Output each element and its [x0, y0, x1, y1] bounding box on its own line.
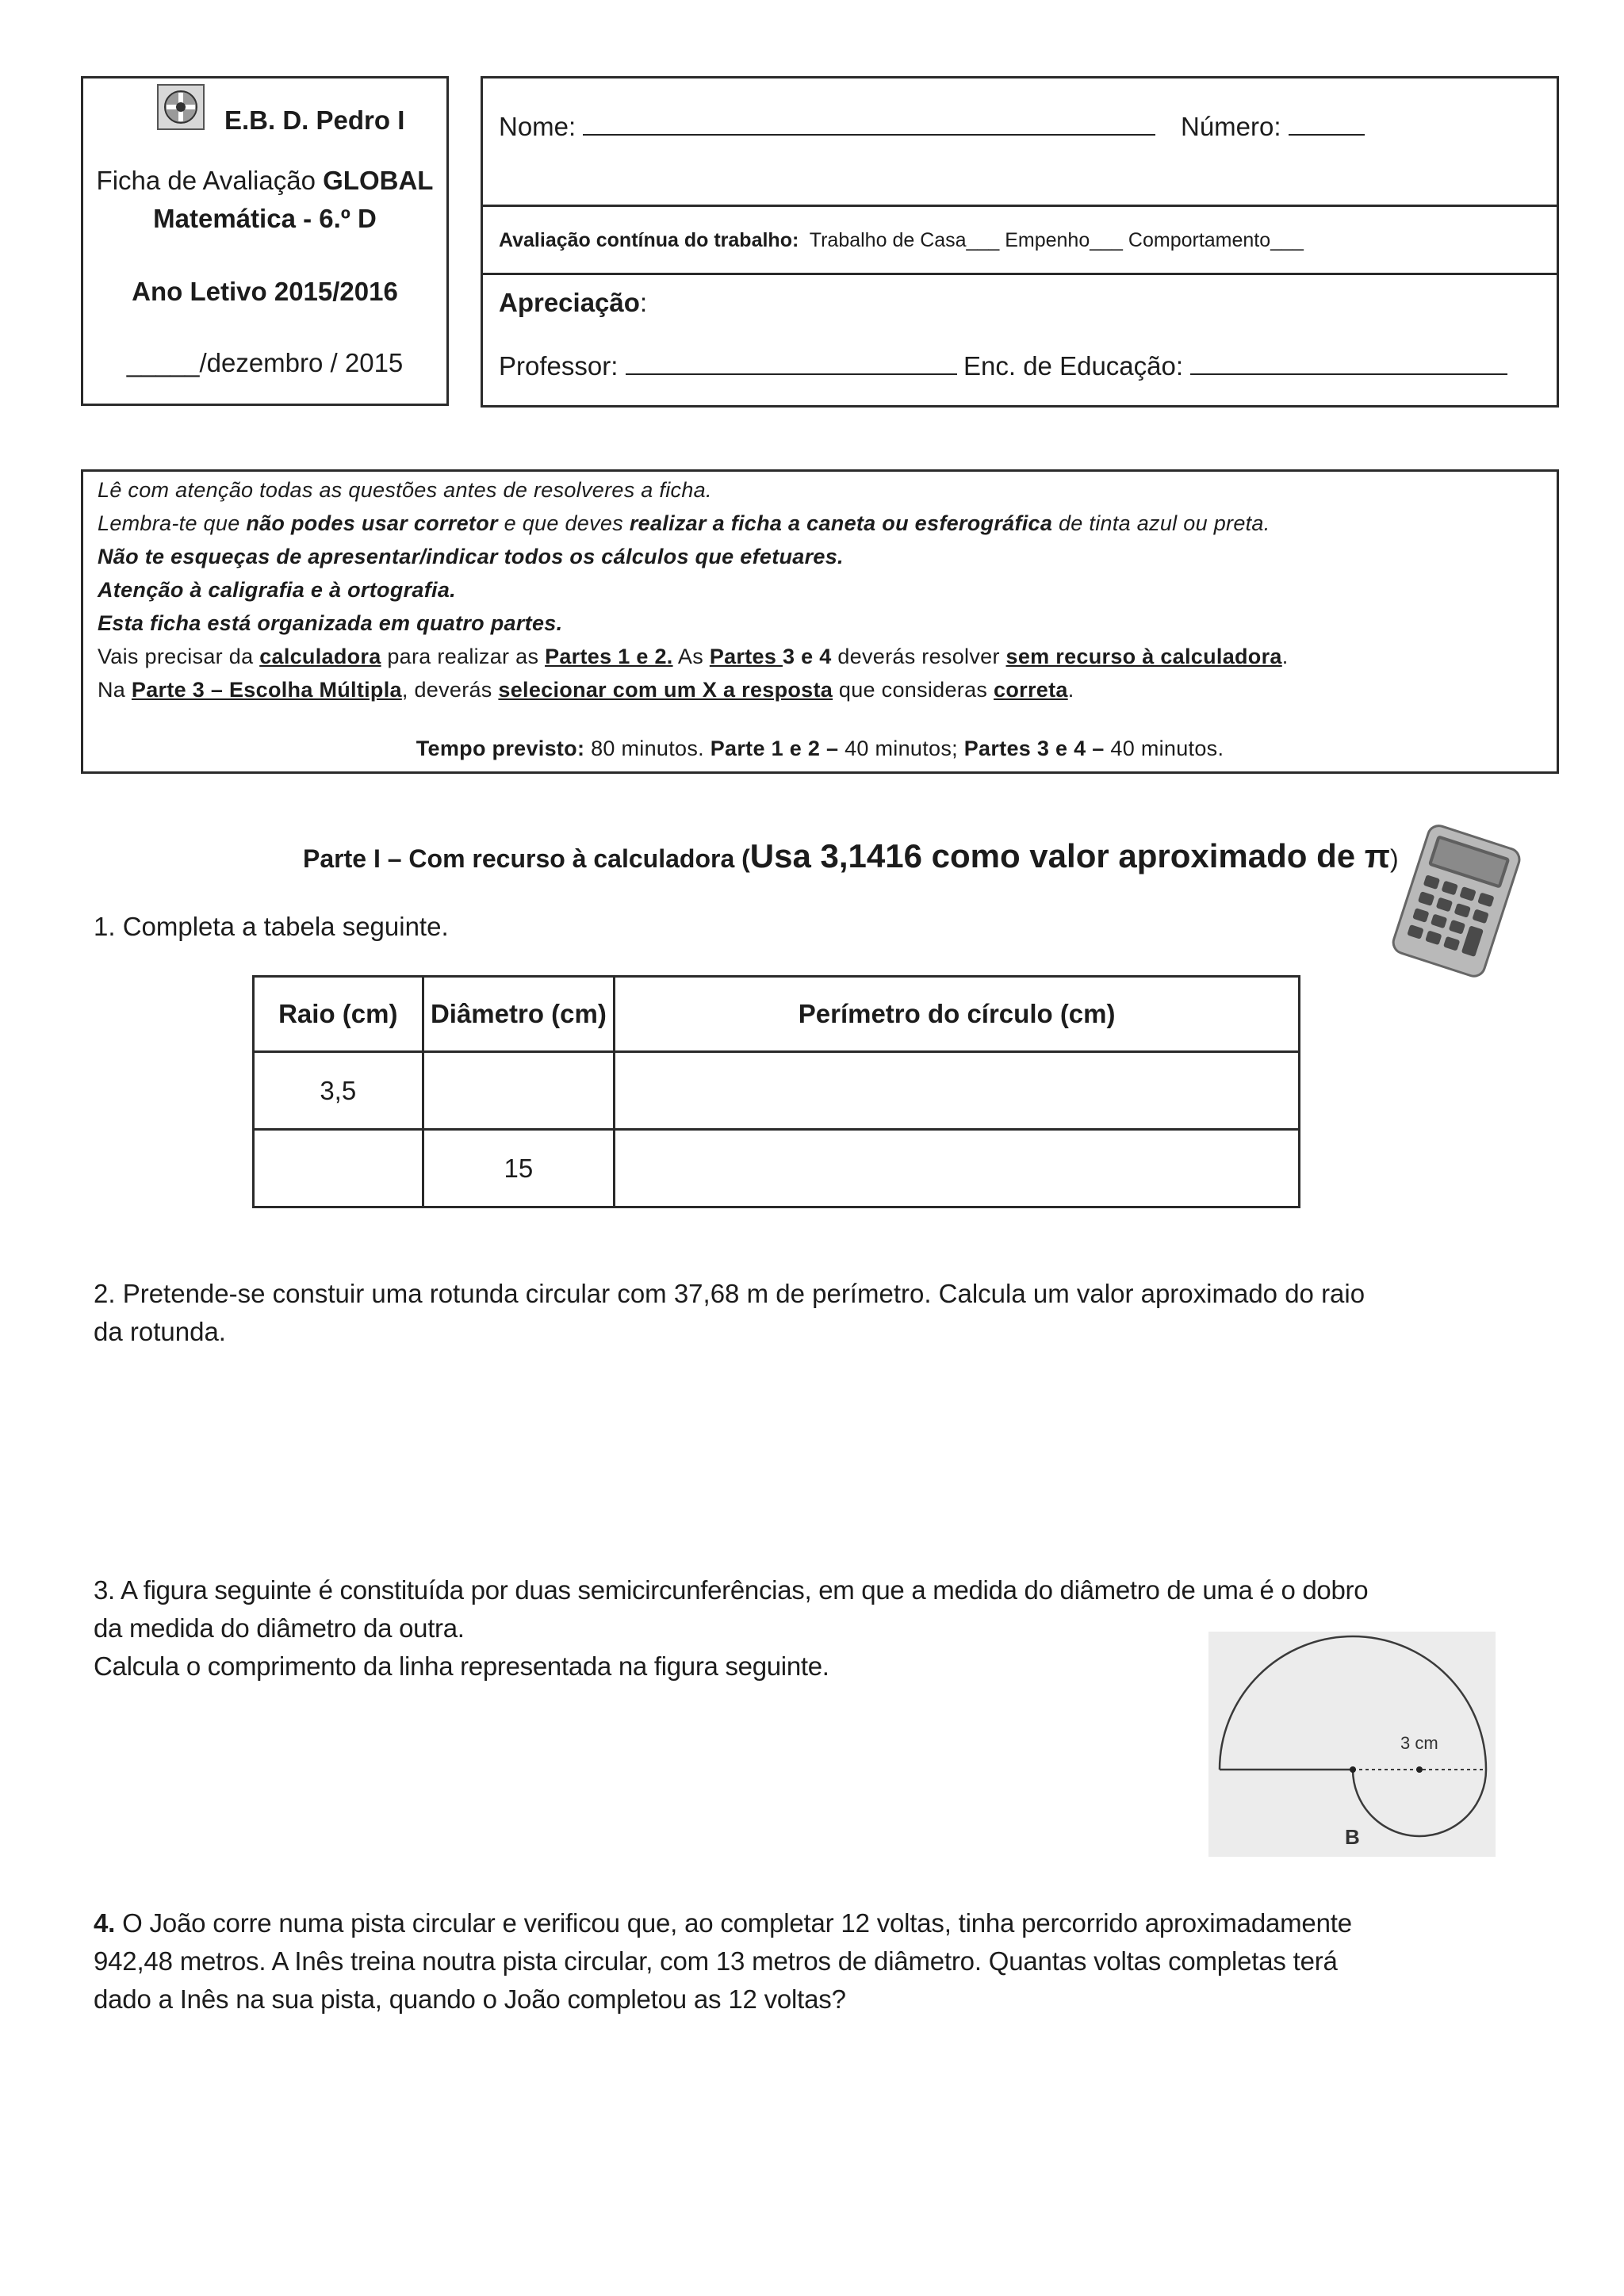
name-field[interactable]: Nome: — [499, 110, 1155, 142]
subject-line: Matemática - 6.º D — [153, 204, 377, 233]
semicircle-figure-drawing — [1208, 1632, 1496, 1857]
instruction-line: Atenção à caligrafia e à ortografia. — [98, 578, 456, 602]
table-header-row — [254, 977, 1300, 1052]
part1-title: Parte I – Com recurso à calculadora (Usa 3,1416 como valor aproximado de π) — [303, 837, 1399, 874]
instruction-line: Lembra-te que não podes usar corretor e que deves realizar a ficha a caneta ou esferográfica de tinta azul ou preta. — [98, 511, 1270, 535]
number-field[interactable]: Número: — [1181, 110, 1365, 142]
question-3-text: 3. A figura seguinte é constituída por duas semicircunferências, em que a medida do diâmetro de uma é o dobro da medida do diâmetro da outra. Calcula o comprimento da linha representada na figura seguinte. — [94, 1575, 1369, 1681]
assessment-line: Avaliação contínua do trabalho: Trabalho de Casa___ Empenho___ Comportamento___ — [499, 229, 1304, 251]
radius-cell[interactable] — [254, 1130, 423, 1207]
perimeter-cell[interactable] — [615, 1052, 1300, 1130]
appreciation-label: Apreciação: — [499, 288, 648, 317]
appreciation-row — [483, 275, 1557, 405]
question-2-text: 2. Pretende-se constuir uma rotunda circular com 37,68 m de perímetro. Calcula um valor aproximado do raio da rotunda. — [94, 1279, 1365, 1346]
date-line: _____/dezembro / 2015 — [126, 348, 404, 377]
instruction-line: Esta ficha está organizada em quatro partes. — [98, 611, 563, 635]
instruction-line: Na Parte 3 – Escolha Múltipla, deverás selecionar com um X a resposta que consideras correta. — [98, 678, 1074, 702]
instruction-line: Vais precisar da calculadora para realizar as Partes 1 e 2. As Partes 3 e 4 deverás resolver sem recurso à calculadora. — [98, 645, 1289, 668]
diameter-cell[interactable]: 15 — [423, 1130, 615, 1207]
school-logo-icon — [156, 83, 205, 131]
column-header-perimeter: Perímetro do círculo (cm) — [615, 977, 1300, 1052]
effort-field[interactable]: Empenho___ — [1005, 229, 1123, 251]
school-info-box — [81, 76, 449, 406]
table-row — [254, 1052, 1300, 1130]
figure-point-label: B — [1345, 1825, 1360, 1849]
question-1-text: 1. Completa a tabela seguinte. — [94, 912, 449, 941]
question-4-text: 4. O João corre numa pista circular e verificou que, ao completar 12 voltas, tinha percorrido aproximadamente 942,48 metros. A Inês treina noutra pista circular, com 13 metros de diâmetro. Quantas voltas completas terá dado a Inês na sua pista, quando o João completou as 12 voltas? — [94, 1908, 1352, 2014]
sheet-title: Ficha de Avaliação GLOBAL — [96, 166, 434, 195]
semicircle-figure — [1208, 1632, 1496, 1857]
column-header-radius: Raio (cm) — [254, 977, 423, 1052]
school-name: E.B. D. Pedro I — [224, 105, 405, 135]
name-row — [483, 78, 1557, 207]
perimeter-cell[interactable] — [615, 1130, 1300, 1207]
time-allowed: Tempo previsto: 80 minutos. Parte 1 e 2 – 40 minutos; Partes 3 e 4 – 40 minutos. — [416, 737, 1224, 760]
guardian-field[interactable]: Enc. de Educação: — [963, 350, 1507, 381]
homework-field[interactable]: Trabalho de Casa___ — [809, 229, 1000, 251]
column-header-diameter: Diâmetro (cm) — [423, 977, 615, 1052]
calculator-icon — [1378, 823, 1532, 982]
radius-cell[interactable]: 3,5 — [254, 1052, 423, 1130]
instruction-line: Lê com atenção todas as questões antes de resolveres a ficha. — [98, 478, 712, 502]
behaviour-field[interactable]: Comportamento___ — [1128, 229, 1304, 251]
instruction-line: Não te esqueças de apresentar/indicar todos os cálculos que efetuares. — [98, 545, 844, 568]
student-info-box — [481, 76, 1559, 408]
instructions-box — [81, 469, 1559, 774]
teacher-field[interactable]: Professor: — [499, 350, 957, 381]
assessment-row — [483, 207, 1557, 275]
figure-measure-label: 3 cm — [1400, 1733, 1438, 1753]
table-row — [254, 1130, 1300, 1207]
school-year: Ano Letivo 2015/2016 — [132, 277, 398, 306]
diameter-cell[interactable] — [423, 1052, 615, 1130]
circle-table — [252, 975, 1300, 1208]
